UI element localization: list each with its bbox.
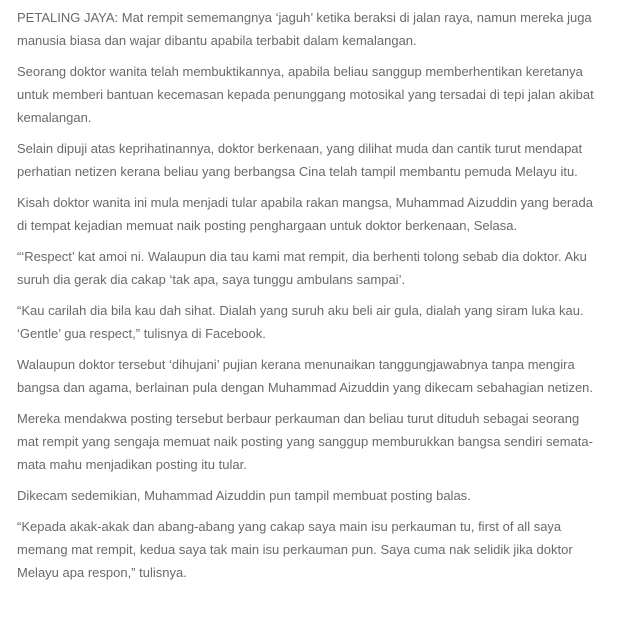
paragraph: Seorang doktor wanita telah membuktikannya, apabila beliau sanggup memberhentikan keretanya untuk memberi bantuan kecemasan kepada penunggang motosikal yang tersadai di tepi jalan akibat kemalangan. <box>17 64 594 125</box>
paragraph: Walaupun doktor tersebut ‘dihujani’ pujian kerana menunaikan tanggungjawabnya tanpa mengira bangsa dan agama, berlainan pula dengan Muhammad Aizuddin yang dikecam sebahagian netizen. <box>17 357 594 395</box>
paragraph-quote: “Kau carilah dia bila kau dah sihat. Dialah yang suruh aku beli air gula, dialah yang siram luka kau. ‘Gentle’ gua respect,” tulisnya di Facebook. <box>17 303 584 341</box>
paragraph: Kisah doktor wanita ini mula menjadi tular apabila rakan mangsa, Muhammad Aizuddin yang berada di tempat kejadian memuat naik posting penghargaan untuk doktor berkenaan, Selasa. <box>17 195 593 233</box>
paragraph: Mereka mendakwa posting tersebut berbaur perkauman dan beliau turut dituduh sebagai seorang mat rempit yang sengaja memuat naik posting yang sanggup memburukkan bangsa sendiri semata- mata mahu menjadikan posting itu tular. <box>17 411 593 472</box>
paragraph-quote: “Kepada akak-akak dan abang-abang yang cakap saya main isu perkauman tu, first of all saya memang mat rempit, kedua saya tak main isu perkauman pun. Saya cuma nak selidik jika doktor Melayu apa respon,” tulisnya. <box>17 519 573 580</box>
paragraph-lead: PETALING JAYA: Mat rempit sememangnya ‘jaguh’ ketika beraksi di jalan raya, namun mereka juga manusia biasa dan wajar dibantu apabila terbabit dalam kemalangan. <box>17 10 592 48</box>
paragraph: Dikecam sedemikian, Muhammad Aizuddin pun tampil membuat posting balas. <box>17 488 471 503</box>
paragraph: Selain dipuji atas keprihatinannya, doktor berkenaan, yang dilihat muda dan cantik turut mendapat perhatian netizen kerana beliau yang berbangsa Cina telah tampil membantu pemuda Melayu itu. <box>17 141 583 179</box>
article-body <box>17 6 629 592</box>
paragraph-quote: “‘Respect’ kat amoi ni. Walaupun dia tau kami mat rempit, dia berhenti tolong sebab dia doktor. Aku suruh dia gerak dia cakap ‘tak apa, saya tunggu ambulans sampai’. <box>17 249 587 287</box>
